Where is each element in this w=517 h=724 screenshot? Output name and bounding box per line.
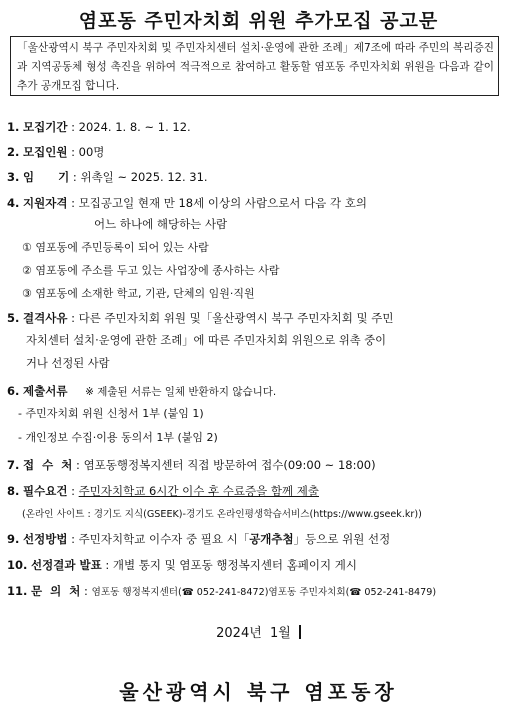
item-value: 00명 (78, 145, 105, 159)
item-value-cont: 자치센터 설치·운영에 관한 조례」에 따른 주민자치회 위원으로 위촉 중이 (26, 334, 387, 347)
item-number: 2. (7, 145, 20, 159)
item-recruit-count (7, 141, 507, 163)
item-value: 주민자치학교 6시간 이수 후 수료증을 함께 제출 (78, 484, 319, 498)
item-sep: : (67, 196, 79, 210)
item-reception (7, 454, 507, 476)
item-number: 10. (7, 558, 28, 572)
item-value: 모집공고일 현재 만 18세 이상의 사람으로서 다음 각 호의 (78, 196, 367, 210)
item-number: 3. (7, 170, 20, 184)
item-number: 11. (7, 584, 28, 598)
item-label: 임 기 (23, 170, 70, 184)
item-label: 선정방법 (23, 532, 68, 546)
item-label: 모집기간 (23, 120, 68, 134)
document-2: - 개인정보 수집·이용 동의서 1부 (붙임 2) (18, 431, 218, 444)
item-sep: : (67, 484, 79, 498)
document-1: - 주민자치회 위원 신청서 1부 (붙임 1) (18, 407, 204, 420)
date-text: 2024년 1월 (216, 626, 291, 641)
notice-title: 염포동 주민자치회 위원 추가모집 공고문 (78, 10, 439, 32)
item-sep: : (67, 120, 79, 134)
item-number: 7. (7, 458, 20, 472)
item-label: 모집인원 (23, 145, 68, 159)
item-value: 개별 통지 및 염포동 행정복지센터 홈페이지 게시 (112, 558, 358, 572)
item-recruit-period (7, 116, 507, 138)
item-label: 제출서류 (23, 384, 68, 398)
item-value: 염포동행정복지센터 직접 방문하여 접수(09:00 ~ 18:00) (83, 458, 376, 472)
item-sep: : (72, 458, 84, 472)
item-value-cont: 거나 선정된 사람 (26, 357, 110, 370)
item-label: 선정결과 발표 (31, 558, 102, 572)
item-value: 염포동 행정복지센터(☎ 052-241-8472)염포동 주민자치회(☎ 052-241-8479) (91, 587, 437, 598)
intro-text: 「울산광역시 북구 주민자치회 및 주민자치센터 설치·운영에 관한 조례」제7조에 따라 주민의 복리증진과 지역공동체 형성 촉진을 위하여 적극적으로 참여하고 활동할 염포동 주민자치회 위원을 다음과 같이 추가 공개모집 합니다. (17, 42, 494, 92)
item-value: 주민자치학교 이수자 중 필요 시「 (78, 532, 250, 546)
item-requirement (7, 480, 507, 502)
item-label: 결격사유 (23, 311, 68, 325)
item-sep: : (67, 532, 79, 546)
item-number: 1. (7, 120, 20, 134)
item-selection-method (7, 528, 507, 550)
notice-date (0, 622, 517, 641)
item-number: 5. (7, 311, 20, 325)
item-result-announcement (7, 554, 507, 576)
item-number: 4. (7, 196, 20, 210)
item-sep: : (67, 311, 79, 325)
item-sep: : (67, 145, 79, 159)
item-sep: : (101, 558, 113, 572)
online-note: (온라인 사이트 : 경기도 지식(GSEEK)-경기도 온라인평생학습서비스(https://www.gseek.kr)) (22, 509, 422, 520)
qualification-2: ② 염포동에 주소를 두고 있는 사업장에 종사하는 사람 (22, 264, 280, 277)
issuer-signature: 울산광역시 북구 염포동장 (119, 680, 398, 704)
qualification-1: ① 염포동에 주민등록이 되어 있는 사람 (22, 241, 209, 254)
item-value-cont: 어느 하나에 해당하는 사람 (94, 217, 228, 231)
item-sep: : (80, 584, 92, 598)
item-inquiry (7, 580, 507, 604)
text-cursor (299, 625, 301, 639)
item-number: 8. (7, 484, 20, 498)
item-number: 6. (7, 384, 20, 398)
item-value: 2024. 1. 8. ~ 1. 12. (78, 120, 191, 134)
item-value-emphasis: 공개추첨 (249, 532, 294, 546)
item-value: 」등으로 위원 선정 (293, 532, 391, 546)
intro-box (10, 36, 499, 96)
item-label: 필수요건 (23, 484, 68, 498)
item-qualification (7, 192, 507, 214)
item-sep: : (69, 170, 81, 184)
item-label: 접 수 처 (23, 458, 73, 472)
qualification-3: ③ 염포동에 소재한 학교, 기관, 단체의 임원·직원 (22, 287, 255, 300)
item-documents (7, 380, 507, 403)
item-label: 문 의 처 (31, 584, 81, 598)
item-value: 다른 주민자치회 위원 및「울산광역시 북구 주민자치회 및 주민 (78, 311, 394, 325)
item-disqualification (7, 307, 507, 329)
item-value: 위촉일 ~ 2025. 12. 31. (80, 170, 208, 184)
item-number: 9. (7, 532, 20, 546)
item-label: 지원자격 (23, 196, 68, 210)
item-value: ※ 제출된 서류는 일체 반환하지 않습니다. (85, 386, 277, 398)
item-term (7, 166, 507, 188)
